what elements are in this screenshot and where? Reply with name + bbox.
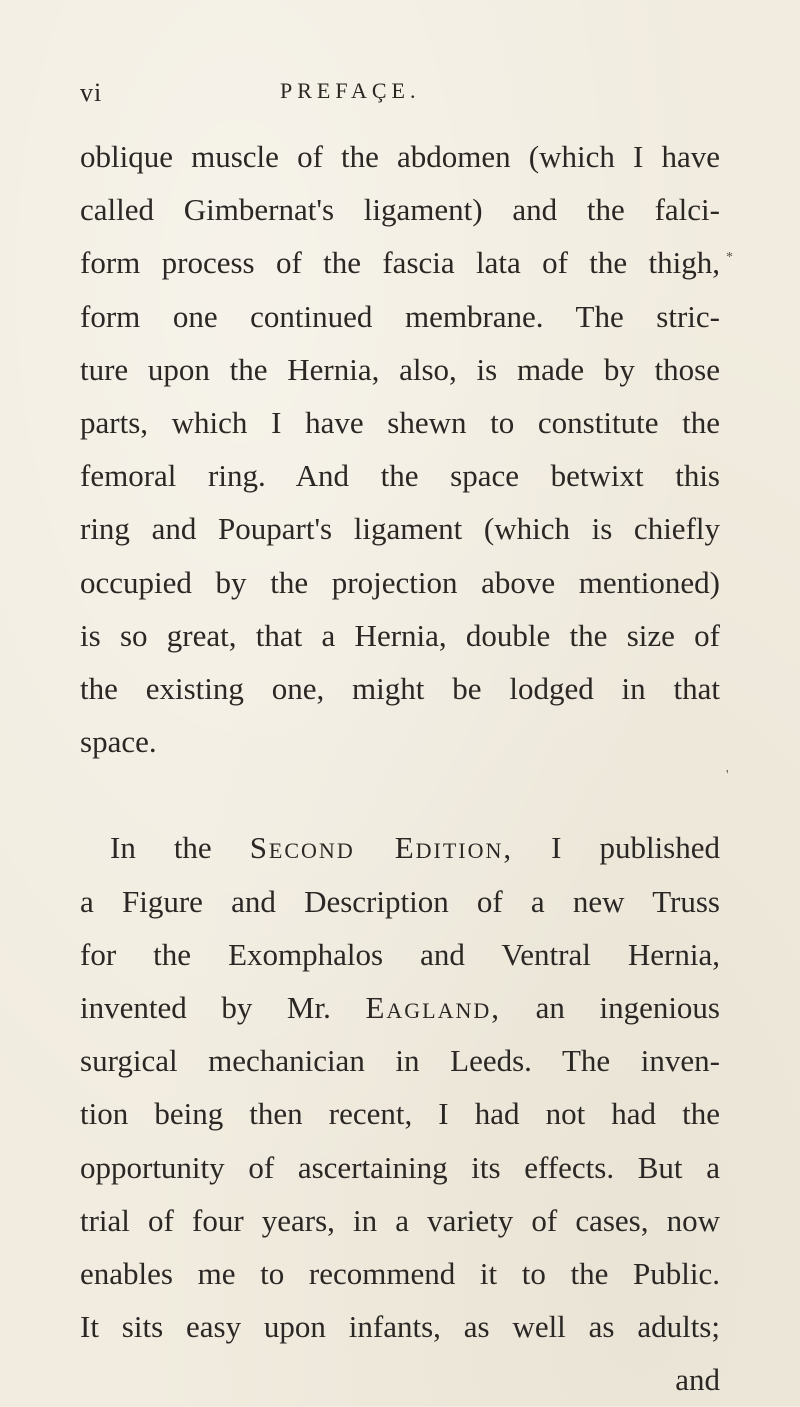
body-text <box>80 130 720 1407</box>
text-line: a Figure and Description of a new Truss <box>80 883 720 919</box>
text-line: tion being then recent, I had not had the <box>80 1096 720 1132</box>
page-header <box>0 78 800 118</box>
text-line: oblique muscle of the abdomen (which I have <box>80 139 720 174</box>
text-line: ture upon the Hernia, also, is made by those <box>80 351 720 387</box>
small-caps-text: Second Edition, <box>249 830 514 866</box>
text-line: occupied by the projection above mentioned) <box>80 564 720 600</box>
text-line: femoral ring. And the space betwixt this <box>80 458 720 494</box>
text-line: ring and Poupart's ligament (which is chiefly <box>80 511 720 547</box>
text-line: is so great, that a Hernia, double the size of <box>80 617 720 653</box>
running-head: PREFAÇE. <box>280 78 421 103</box>
text-fragment: invented by Mr. <box>80 990 366 1025</box>
text-line: for the Exomphalos and Ventral Hernia, <box>80 936 720 972</box>
text-line <box>80 821 720 874</box>
text-line: space. <box>80 724 157 760</box>
print-speck-mark: * <box>726 250 733 265</box>
text-line <box>80 981 720 1034</box>
catchword: and <box>675 1362 720 1398</box>
text-line: surgical mechanician in Leeds. The inven- <box>80 1043 720 1079</box>
text-line: trial of four years, in a variety of cases, now <box>80 1202 720 1238</box>
print-speck-mark: ' <box>726 768 729 783</box>
text-fragment: In the <box>110 830 250 866</box>
text-line: the existing one, might be lodged in that <box>80 670 720 706</box>
small-caps-text: Eagland, <box>365 990 502 1025</box>
text-fragment: an ingenious <box>501 990 720 1025</box>
text-fragment: I published <box>513 830 720 866</box>
text-line: form one continued membrane. The stric- <box>80 298 720 334</box>
paragraph-gap <box>80 768 720 821</box>
text-line: opportunity of ascertaining its effects. But a <box>80 1149 720 1185</box>
page-number: vi <box>80 78 103 107</box>
text-line: enables me to recommend it to the Public. <box>80 1255 720 1291</box>
text-line: parts, which I have shewn to constitute the <box>80 404 720 440</box>
text-line: form process of the fascia lata of the thigh, <box>80 245 720 281</box>
text-line: It sits easy upon infants, as well as adults; <box>80 1309 720 1345</box>
text-line: called Gimbernat's ligament) and the falci- <box>80 192 720 228</box>
